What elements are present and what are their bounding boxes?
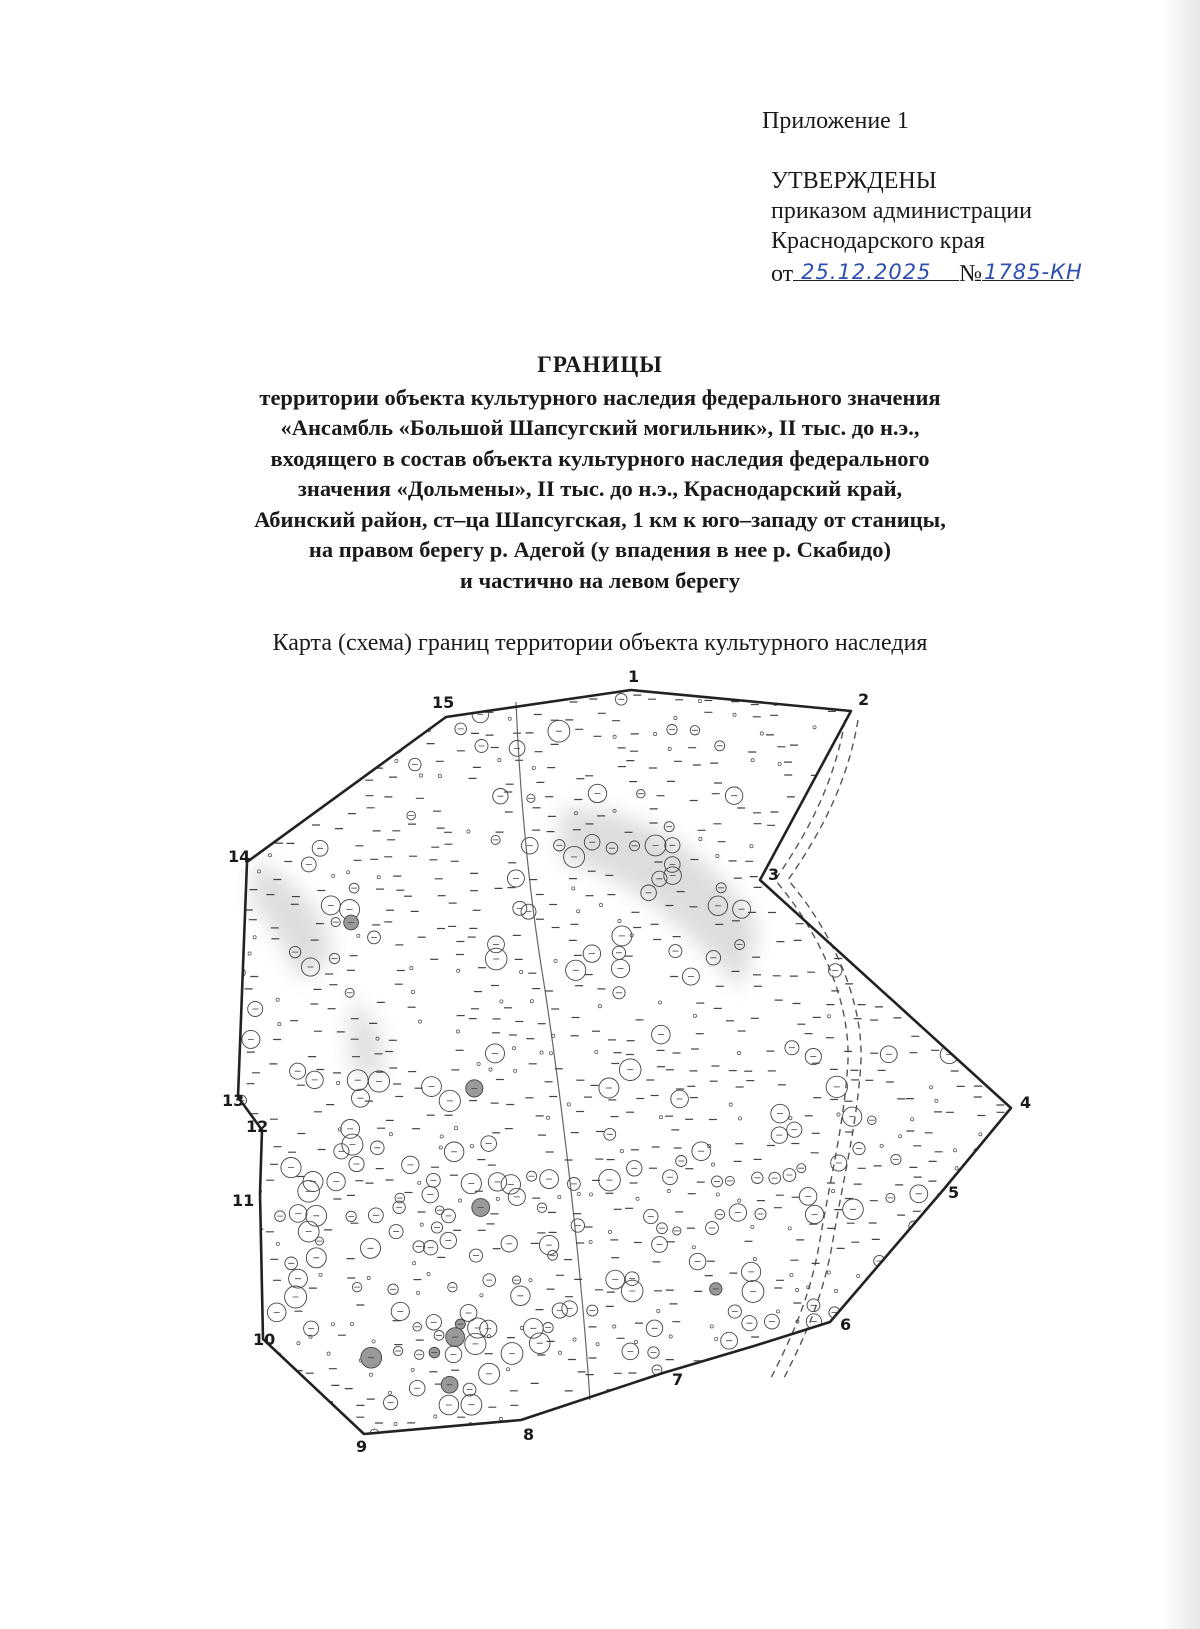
terrain-dot [979, 1017, 982, 1020]
terrain-dot [778, 762, 781, 765]
title-line: значения «Дольмены», II тыс. до н.э., Краснодарский край, [297, 476, 903, 501]
terrain-dot [540, 1051, 543, 1054]
terrain-dot [546, 1116, 549, 1119]
terrain-dot [917, 1387, 920, 1390]
terrain-dot [413, 1262, 416, 1265]
terrain-dot [709, 1439, 712, 1442]
terrain-dot [788, 1227, 791, 1230]
terrain-dot [411, 990, 414, 993]
terrain-dot [467, 830, 470, 833]
mound-circle [888, 777, 899, 788]
mound-circle [292, 806, 302, 816]
terrain-dot [255, 1213, 258, 1216]
boundary-point-label-3: 3 [768, 865, 780, 884]
approved-title: УТВЕРЖДЕНЫ [771, 168, 937, 194]
boundary-point-label-10: 10 [253, 1330, 276, 1349]
mound-circle [943, 1368, 955, 1380]
terrain-dot [395, 759, 398, 762]
terrain-dot [939, 984, 942, 987]
terrain-dot [296, 714, 299, 717]
terrain-dot [813, 726, 816, 729]
terrain-dot [252, 1174, 255, 1177]
terrain-dot [513, 1047, 516, 1050]
boundary-point-label-15: 15 [432, 693, 455, 712]
boundary-point-label-11: 11 [232, 1191, 255, 1210]
terrain-dot [613, 1325, 616, 1328]
terrain-dot [420, 1223, 423, 1226]
mound-circle [981, 899, 996, 914]
terrain-dot [751, 759, 754, 762]
terrain-dot [589, 1240, 592, 1243]
boundary-point-labels [222, 667, 1031, 1456]
terrain-dot [394, 1422, 397, 1425]
terrain-dot [238, 1214, 241, 1217]
terrain-shading [250, 809, 760, 1080]
terrain-dot [410, 967, 413, 970]
terrain-dot [937, 714, 940, 717]
terrain-dot [698, 1391, 701, 1394]
terrain-dot [274, 716, 277, 719]
terrain-dot [890, 1303, 893, 1306]
terrain-dot [953, 1149, 956, 1152]
boundary-point-label-8: 8 [523, 1425, 535, 1444]
terrain-dot [236, 696, 239, 699]
terrain-dot [715, 1337, 718, 1340]
terrain-dot [529, 1279, 532, 1282]
terrain-dot [716, 855, 719, 858]
terrain-dot [753, 1258, 756, 1261]
title-line: и частично на левом берегу [459, 567, 741, 593]
terrain-dot [738, 1199, 741, 1202]
terrain-dot [297, 1342, 300, 1345]
terrain-dot [674, 716, 677, 719]
terrain-dot [327, 1352, 330, 1355]
terrain-dot [438, 775, 441, 778]
terrain-dot [507, 1368, 510, 1371]
mound-circle [671, 1427, 682, 1438]
terrain-dot [698, 700, 701, 703]
terrain-dot [311, 1403, 314, 1406]
terrain-dot [991, 1273, 994, 1276]
terrain-dot [334, 712, 337, 715]
terrain-dot [927, 855, 930, 858]
mound-circle [226, 931, 244, 949]
terrain-dot [887, 1388, 890, 1391]
boundary-point-label-5: 5 [948, 1183, 960, 1202]
mound-circle [946, 835, 955, 844]
terrain-dot [789, 1117, 792, 1120]
terrain-dot [589, 1193, 592, 1196]
terrain-dot [598, 1005, 601, 1008]
terrain-dot [693, 1014, 696, 1017]
terrain-dot [577, 1192, 580, 1195]
mound-circle [933, 946, 944, 957]
terrain-dot [692, 1246, 695, 1249]
mound-circle [240, 759, 256, 775]
terrain-dot [618, 919, 621, 922]
terrain-dot [227, 1113, 230, 1116]
terrain-dot [829, 1434, 832, 1437]
terrain-dot [967, 966, 970, 969]
terrain-dot [555, 694, 558, 697]
terrain-dot [787, 700, 790, 703]
terrain-dot [659, 1116, 662, 1119]
terrain-dot [816, 791, 819, 794]
mound-circle [224, 896, 245, 917]
terrain-dot [613, 735, 616, 738]
terrain-dot [658, 1001, 661, 1004]
terrain-dot [418, 1181, 421, 1184]
terrain-dot [553, 1417, 556, 1420]
terrain-dot [910, 1438, 913, 1441]
terrain-dot [654, 732, 657, 735]
terrain-dot [935, 1099, 938, 1102]
mound-circle [908, 718, 928, 738]
terrain-dot [613, 809, 616, 812]
terrain-dot [389, 1133, 392, 1136]
terrain-dot [248, 952, 251, 955]
terrain-dot [332, 874, 335, 877]
mound-circle [308, 1426, 329, 1447]
terrain-dot [278, 1023, 281, 1026]
terrain-dot [935, 792, 938, 795]
terrain-dot [953, 797, 956, 800]
terrain-dot [751, 1225, 754, 1228]
terrain-dot [470, 1145, 473, 1148]
terrain-dot [276, 1242, 279, 1245]
mound-circle [868, 1352, 885, 1369]
terrain-dot [477, 1062, 480, 1065]
terrain-dot [979, 1133, 982, 1136]
terrain-dot [573, 1338, 576, 1341]
terrain-dot [848, 910, 851, 913]
terrain-dot [657, 1309, 660, 1312]
terrain-dot [936, 892, 939, 895]
title-main: ГРАНИЦЫ [537, 352, 663, 377]
terrain-dot [957, 1407, 960, 1410]
boundary-point-label-12: 12 [246, 1117, 269, 1136]
terrain-dot [480, 1294, 483, 1297]
terrain-dot [836, 895, 839, 898]
terrain-dot [269, 702, 272, 705]
terrain-dot [737, 1051, 740, 1054]
terrain-dot [532, 766, 535, 769]
terrain-dot [388, 1391, 391, 1394]
terrain-dot [567, 1103, 570, 1106]
terrain-dot [353, 713, 356, 716]
boundary-point-label-13: 13 [222, 1091, 245, 1110]
terrain-dot [837, 1113, 840, 1116]
terrain-dot [711, 1163, 714, 1166]
terrain-dot [699, 838, 702, 841]
terrain-dot [995, 1414, 998, 1417]
title-line: территории объекта культурного наследия федерального значения [259, 384, 941, 410]
terrain-dot [878, 1324, 881, 1327]
terrain-dot [636, 1197, 639, 1200]
terrain-dot [760, 732, 763, 735]
terrain-dot [268, 854, 271, 857]
boundary-point-label-9: 9 [356, 1437, 368, 1456]
terrain-dot [253, 936, 256, 939]
mound-circle [987, 1048, 1002, 1063]
terrain-dot [239, 1437, 242, 1440]
mound-circle [223, 1330, 238, 1345]
terrain-dot [572, 887, 575, 890]
terrain-dot [857, 1274, 860, 1277]
terrain-dot [895, 810, 898, 813]
terrain-dot [549, 1052, 552, 1055]
terrain-dot [832, 1190, 835, 1193]
boundary-point-label-6: 6 [840, 1315, 852, 1334]
terrain-dot [792, 843, 795, 846]
boundary-point-label-4: 4 [1020, 1093, 1032, 1112]
terrain-dot [228, 1259, 231, 1262]
title-line: на правом берегу р. Адегой (у впадения в нее р. Скабидо) [308, 537, 892, 562]
terrain-dot [260, 700, 263, 703]
terrain-dot [350, 1323, 353, 1326]
terrain-dot [440, 1135, 443, 1138]
terrain-dot [930, 1086, 933, 1089]
terrain-dot [369, 1373, 372, 1376]
terrain-dot [319, 1273, 322, 1276]
mound-circle [293, 742, 303, 752]
terrain-dot [279, 742, 282, 745]
approved-line-2: Краснодарского края [771, 228, 986, 254]
terrain-dot [595, 1050, 598, 1053]
terrain-dot [915, 934, 918, 937]
terrain-dot [514, 1069, 517, 1072]
terrain-dot [874, 939, 877, 942]
terrain-dot [827, 1271, 830, 1274]
terrain-dot [419, 774, 422, 777]
mound-circle [854, 870, 862, 878]
terrain-dot [776, 1310, 779, 1313]
terrain-dot [439, 1146, 442, 1149]
terrain-dot [316, 750, 319, 753]
terrain-dot [498, 759, 501, 762]
mound-circle [244, 1159, 256, 1171]
terrain-dot [417, 1291, 420, 1294]
terrain-dot [500, 1000, 503, 1003]
terrain-dot [499, 1417, 502, 1420]
terrain-dot [520, 970, 523, 973]
appendix-label: Приложение 1 [762, 108, 909, 134]
terrain-dot [739, 1117, 742, 1120]
terrain-dot [608, 1230, 611, 1233]
terrain-dot [459, 1199, 462, 1202]
mound-circle [966, 1045, 981, 1060]
terrain-dot [827, 1015, 830, 1018]
terrain-dot [227, 1416, 230, 1419]
terrain-dot [427, 1272, 430, 1275]
mound-circle [982, 1341, 1003, 1362]
terrain-dot [599, 903, 602, 906]
terrain-dot [669, 1335, 672, 1338]
terrain-dot [911, 1118, 914, 1121]
terrain-dot [812, 701, 815, 704]
terrain-dot [418, 1020, 421, 1023]
mound-circle [942, 1207, 959, 1224]
terrain-dot [276, 998, 279, 1001]
terrain-dot [357, 934, 360, 937]
mound-circle [843, 721, 864, 742]
mound-circle [255, 1436, 264, 1445]
mound-circle [907, 1353, 921, 1367]
mound-circle [981, 1377, 1001, 1397]
terrain-dot [899, 1135, 902, 1138]
handwritten-number: 1785-КН [984, 260, 1083, 284]
title-line: «Ансамбль «Большой Шапсугский могильник», II тыс. до н.э., [280, 415, 920, 440]
number-prefix: № [959, 261, 983, 287]
boundary-point-label-14: 14 [228, 847, 251, 866]
terrain-dot [530, 1000, 533, 1003]
internal-path-line [516, 702, 590, 1400]
terrain-dot [792, 856, 795, 859]
mound-circle [224, 867, 242, 885]
terrain-dot [331, 1323, 334, 1326]
mound-circle [584, 1409, 602, 1427]
terrain-dot [558, 1351, 561, 1354]
terrain-dot [834, 1289, 837, 1292]
mound-circle [341, 1427, 355, 1441]
date-prefix: от [771, 261, 794, 287]
approved-line-1: приказом администрации [771, 198, 1032, 224]
mound-circle [850, 805, 867, 822]
boundary-point-label-2: 2 [858, 690, 870, 709]
terrain-dot [733, 713, 736, 716]
terrain-dot [338, 733, 341, 736]
terrain-dot [456, 1030, 459, 1033]
mound-circle [930, 824, 946, 840]
mound-circle [825, 903, 839, 917]
terrain-dot [880, 1144, 883, 1147]
terrain-dot [558, 1196, 561, 1199]
title-line: входящего в состав объекта культурного наследия федерального [270, 445, 930, 471]
terrain-dot [870, 872, 873, 875]
terrain-dot [554, 959, 557, 962]
terrain-dot [972, 1165, 975, 1168]
terrain-dot [750, 845, 753, 848]
terrain-dot [955, 1167, 958, 1170]
terrain-dot [489, 1068, 492, 1071]
terrain-dot [367, 1276, 370, 1279]
terrain-dot [888, 1322, 891, 1325]
terrain-dot [347, 871, 350, 874]
terrain-dot [577, 910, 580, 913]
boundary-point-label-7: 7 [672, 1370, 684, 1389]
terrain-dot [309, 1335, 312, 1338]
terrain-dot [307, 793, 310, 796]
terrain-dot [910, 778, 913, 781]
terrain-dot [457, 969, 460, 972]
terrain-dot [896, 1339, 899, 1342]
map-caption: Карта (схема) границ территории объекта культурного наследия [272, 630, 928, 656]
terrain-dot [620, 1150, 623, 1153]
terrain-dot [796, 1288, 799, 1291]
terrain-dot [932, 1208, 935, 1211]
river-bank-line [783, 720, 861, 1380]
burial-mound-symbols [223, 694, 1006, 1447]
terrain-dot [337, 1081, 340, 1084]
title-line: Абинский район, ст–ца Шапсугская, 1 км к юго–западу от станицы, [254, 506, 946, 532]
terrain-dot [234, 825, 237, 828]
mound-circle [970, 901, 992, 923]
terrain-dot [372, 1340, 375, 1343]
terrain-dot [411, 1368, 414, 1371]
terrain-dot [596, 1343, 599, 1346]
terrain-dot [508, 717, 511, 720]
mound-circle [985, 909, 1005, 929]
terrain-dot [716, 1193, 719, 1196]
terrain-dot [790, 1273, 793, 1276]
terrain-dot [627, 1431, 630, 1434]
terrain-dot [520, 1326, 523, 1329]
terrain-dot [496, 1197, 499, 1200]
terrain-dot [668, 747, 671, 750]
terrain-dot [238, 1368, 241, 1371]
terrain-dot [635, 1340, 638, 1343]
terrain-dot [729, 1103, 732, 1106]
mound-circle [734, 1364, 748, 1378]
handwritten-date: 25.12.2025 [801, 260, 932, 284]
terrain-dot [710, 1325, 713, 1328]
boundary-point-label-1: 1 [628, 667, 640, 686]
mound-circle [931, 804, 947, 820]
terrain-dot [251, 1240, 254, 1243]
terrain-dot [931, 767, 934, 770]
terrain-dot [667, 1189, 670, 1192]
terrain-dot [236, 886, 239, 889]
terrain-dot [454, 1127, 457, 1130]
terrain-dot [377, 876, 380, 879]
terrain-dot [434, 1415, 437, 1418]
